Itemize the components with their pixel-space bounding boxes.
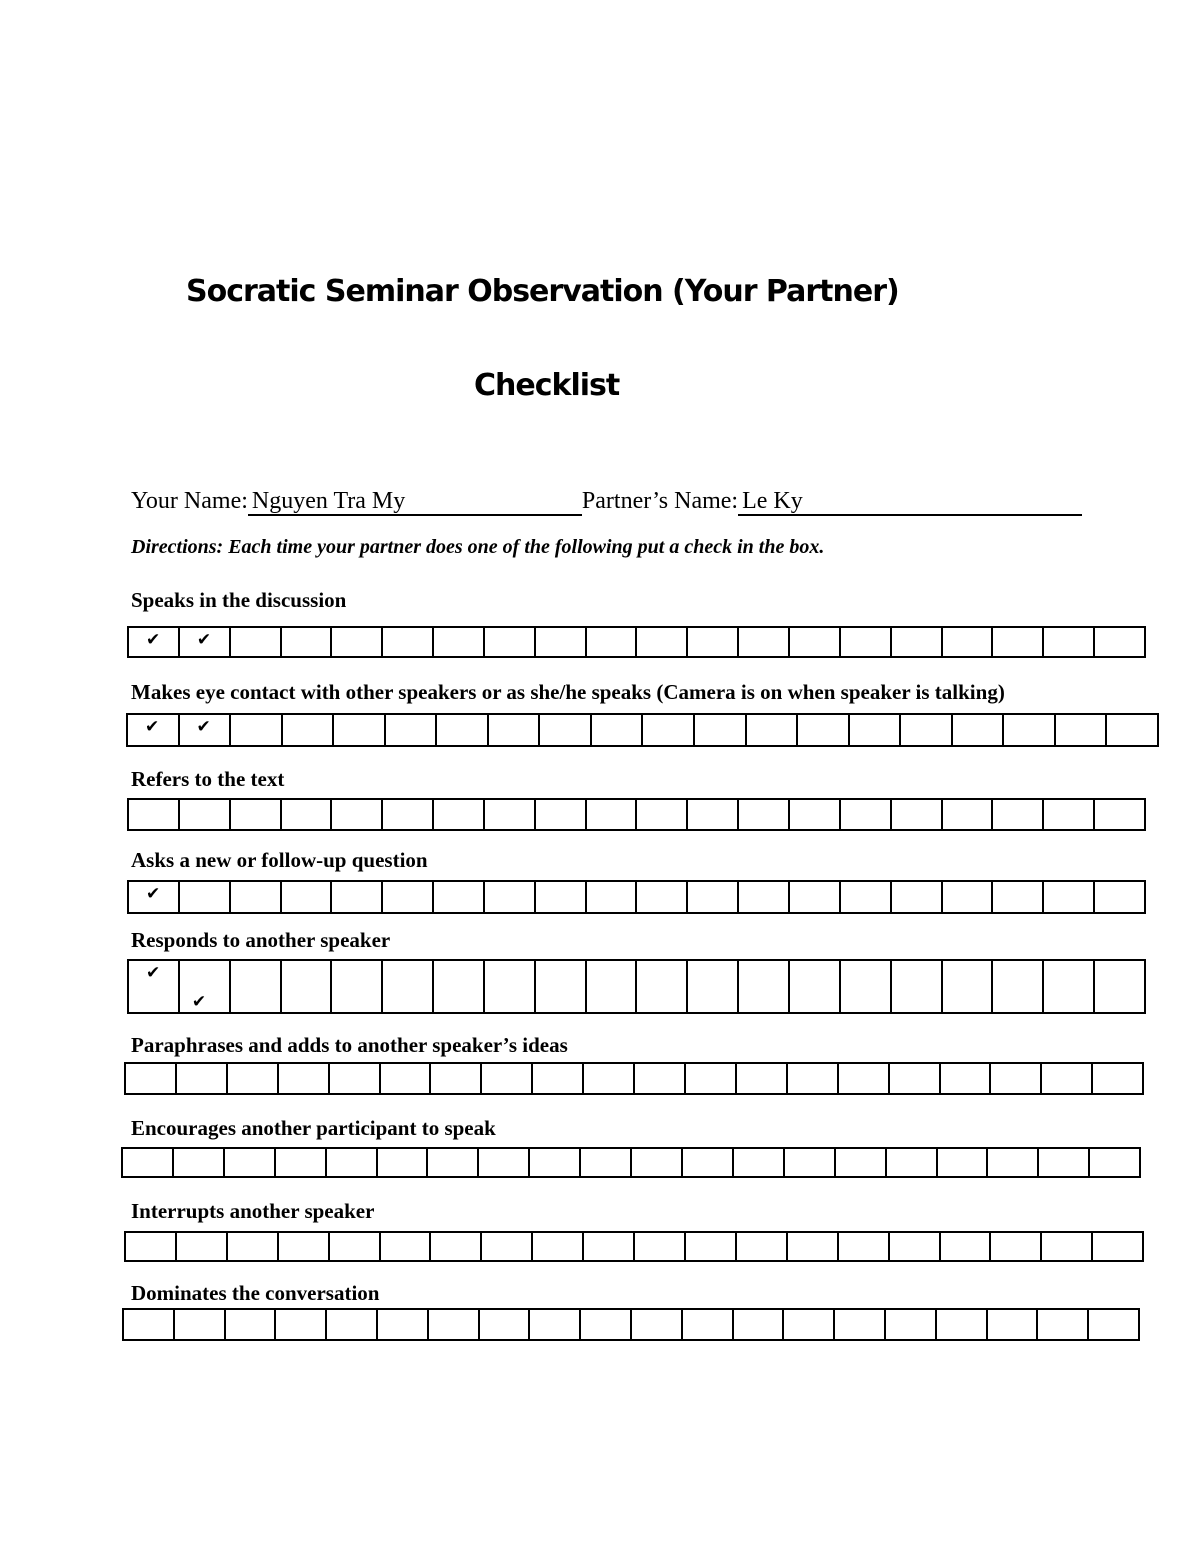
page-subtitle: Checklist bbox=[474, 368, 620, 403]
tally-box-row bbox=[127, 959, 1146, 1014]
tally-box[interactable] bbox=[536, 628, 587, 656]
tally-box[interactable] bbox=[485, 628, 536, 656]
tally-box-row bbox=[124, 1062, 1144, 1095]
tally-box[interactable] bbox=[941, 1064, 992, 1093]
tally-box[interactable] bbox=[177, 1233, 228, 1260]
checklist-item-label: Refers to the text bbox=[131, 767, 285, 791]
tally-box[interactable] bbox=[482, 1064, 533, 1093]
tally-box[interactable] bbox=[993, 800, 1044, 829]
tally-box[interactable] bbox=[434, 961, 485, 1012]
tally-box[interactable] bbox=[686, 1233, 737, 1260]
tally-box[interactable] bbox=[1039, 1149, 1090, 1176]
tally-box[interactable] bbox=[434, 800, 485, 829]
tally-box[interactable] bbox=[378, 1310, 429, 1339]
tally-box[interactable] bbox=[988, 1310, 1039, 1339]
tally-box[interactable] bbox=[581, 1149, 632, 1176]
tally-box[interactable] bbox=[784, 1310, 835, 1339]
tally-box[interactable] bbox=[890, 1233, 941, 1260]
tally-box[interactable] bbox=[1095, 628, 1144, 656]
tally-box[interactable] bbox=[386, 715, 438, 745]
tally-box[interactable] bbox=[943, 882, 994, 912]
tally-box[interactable] bbox=[129, 961, 180, 1012]
tally-box[interactable] bbox=[180, 715, 232, 745]
tally-box[interactable] bbox=[279, 1064, 330, 1093]
tally-box[interactable] bbox=[901, 715, 953, 745]
checklist-item-label: Dominates the conversation bbox=[131, 1281, 380, 1305]
check-mark-icon: ✔ bbox=[146, 884, 161, 904]
tally-box[interactable] bbox=[991, 1064, 1042, 1093]
tally-box[interactable] bbox=[332, 961, 383, 1012]
tally-box[interactable] bbox=[739, 800, 790, 829]
tally-box[interactable] bbox=[892, 882, 943, 912]
tally-box[interactable] bbox=[480, 1310, 531, 1339]
tally-box[interactable] bbox=[485, 800, 536, 829]
tally-box[interactable] bbox=[128, 715, 180, 745]
tally-box[interactable] bbox=[632, 1149, 683, 1176]
tally-box-row bbox=[124, 1231, 1144, 1262]
tally-box[interactable] bbox=[688, 628, 739, 656]
tally-box[interactable] bbox=[124, 1310, 175, 1339]
partner-name-field[interactable]: Le Ky bbox=[738, 488, 1082, 516]
tally-box[interactable] bbox=[1095, 800, 1144, 829]
tally-box[interactable] bbox=[892, 800, 943, 829]
tally-box-row bbox=[122, 1308, 1140, 1341]
tally-box[interactable] bbox=[637, 961, 688, 1012]
tally-box[interactable] bbox=[683, 1310, 734, 1339]
tally-box[interactable] bbox=[688, 800, 739, 829]
tally-box[interactable] bbox=[584, 1233, 635, 1260]
tally-box[interactable] bbox=[635, 1233, 686, 1260]
partner-name-label: Partner’s Name: bbox=[581, 488, 739, 514]
tally-box[interactable] bbox=[1095, 882, 1144, 912]
tally-box[interactable] bbox=[383, 882, 434, 912]
your-name-label: Your Name: bbox=[131, 488, 248, 514]
tally-box[interactable] bbox=[1090, 1149, 1139, 1176]
tally-box[interactable] bbox=[231, 800, 282, 829]
tally-box[interactable] bbox=[635, 1064, 686, 1093]
tally-box[interactable] bbox=[892, 961, 943, 1012]
tally-box[interactable] bbox=[790, 628, 841, 656]
tally-box[interactable] bbox=[841, 800, 892, 829]
tally-box[interactable] bbox=[482, 1233, 533, 1260]
tally-box[interactable] bbox=[887, 1149, 938, 1176]
tally-box[interactable] bbox=[180, 628, 231, 656]
tally-box[interactable] bbox=[587, 882, 638, 912]
tally-box[interactable] bbox=[431, 1233, 482, 1260]
tally-box[interactable] bbox=[683, 1149, 734, 1176]
tally-box[interactable] bbox=[231, 882, 282, 912]
checklist-item-label: Encourages another participant to speak bbox=[131, 1116, 496, 1140]
tally-box-row bbox=[126, 713, 1159, 747]
check-mark-icon: ✔ bbox=[196, 630, 212, 650]
checklist-item-label: Makes eye contact with other speakers or as she/he speaks (Camera is on when speaker is talking) bbox=[131, 680, 1005, 704]
tally-box[interactable] bbox=[584, 1064, 635, 1093]
tally-box[interactable] bbox=[332, 882, 383, 912]
checklist-item-label: Asks a new or follow-up question bbox=[131, 848, 428, 872]
tally-box[interactable] bbox=[129, 800, 180, 829]
tally-box[interactable] bbox=[327, 1310, 378, 1339]
tally-box[interactable] bbox=[1095, 961, 1144, 1012]
tally-box[interactable] bbox=[383, 628, 434, 656]
tally-box[interactable] bbox=[434, 882, 485, 912]
tally-box[interactable] bbox=[332, 628, 383, 656]
tally-box[interactable] bbox=[785, 1149, 836, 1176]
tally-box[interactable] bbox=[839, 1233, 890, 1260]
tally-box[interactable] bbox=[841, 628, 892, 656]
tally-box[interactable] bbox=[943, 800, 994, 829]
tally-box[interactable] bbox=[798, 715, 850, 745]
tally-box-row bbox=[121, 1147, 1141, 1178]
tally-box[interactable] bbox=[126, 1064, 177, 1093]
tally-box[interactable] bbox=[943, 628, 994, 656]
tally-box[interactable] bbox=[739, 882, 790, 912]
tally-box[interactable] bbox=[180, 961, 231, 1012]
tally-box[interactable] bbox=[276, 1149, 327, 1176]
tally-box[interactable] bbox=[330, 1233, 381, 1260]
your-name-field[interactable]: Nguyen Tra My bbox=[248, 488, 582, 516]
tally-box[interactable] bbox=[1044, 961, 1095, 1012]
tally-box[interactable] bbox=[123, 1149, 174, 1176]
tally-box[interactable] bbox=[381, 1233, 432, 1260]
tally-box[interactable] bbox=[226, 1310, 277, 1339]
tally-box[interactable] bbox=[790, 882, 841, 912]
tally-box[interactable] bbox=[886, 1310, 937, 1339]
tally-box[interactable] bbox=[1044, 882, 1095, 912]
tally-box[interactable] bbox=[383, 961, 434, 1012]
check-mark-icon: ✔ bbox=[146, 963, 161, 983]
tally-box[interactable] bbox=[988, 1149, 1039, 1176]
check-mark-icon: ✔ bbox=[196, 717, 211, 737]
tally-box[interactable] bbox=[174, 1149, 225, 1176]
tally-box[interactable] bbox=[1044, 800, 1095, 829]
tally-box[interactable] bbox=[1044, 628, 1095, 656]
tally-box[interactable] bbox=[1038, 1310, 1089, 1339]
tally-box[interactable] bbox=[489, 715, 541, 745]
tally-box[interactable] bbox=[536, 882, 587, 912]
tally-box[interactable] bbox=[175, 1310, 226, 1339]
tally-box[interactable] bbox=[938, 1149, 989, 1176]
tally-box[interactable] bbox=[581, 1310, 632, 1339]
tally-box[interactable] bbox=[1089, 1310, 1138, 1339]
tally-box[interactable] bbox=[180, 882, 231, 912]
tally-box[interactable] bbox=[383, 800, 434, 829]
tally-box[interactable] bbox=[632, 1310, 683, 1339]
tally-box[interactable] bbox=[587, 961, 638, 1012]
tally-box[interactable] bbox=[429, 1310, 480, 1339]
tally-box[interactable] bbox=[431, 1064, 482, 1093]
tally-box[interactable] bbox=[1056, 715, 1108, 745]
tally-box[interactable] bbox=[1093, 1233, 1142, 1260]
tally-box[interactable] bbox=[536, 800, 587, 829]
tally-box[interactable] bbox=[228, 1233, 279, 1260]
tally-box-row bbox=[127, 798, 1146, 831]
page-title: Socratic Seminar Observation (Your Partner) bbox=[186, 274, 899, 309]
check-mark-icon: ✔ bbox=[145, 717, 160, 737]
tally-box[interactable] bbox=[937, 1310, 988, 1339]
tally-box[interactable] bbox=[686, 1064, 737, 1093]
tally-box[interactable] bbox=[434, 628, 485, 656]
tally-box[interactable] bbox=[643, 715, 695, 745]
tally-box[interactable] bbox=[993, 961, 1044, 1012]
tally-box[interactable] bbox=[587, 628, 638, 656]
tally-box[interactable] bbox=[892, 628, 943, 656]
tally-box[interactable] bbox=[282, 800, 333, 829]
tally-box[interactable] bbox=[839, 1064, 890, 1093]
tally-box[interactable] bbox=[437, 715, 489, 745]
tally-box[interactable] bbox=[953, 715, 1005, 745]
tally-box[interactable] bbox=[177, 1064, 228, 1093]
tally-box[interactable] bbox=[850, 715, 902, 745]
tally-box[interactable] bbox=[225, 1149, 276, 1176]
tally-box[interactable] bbox=[739, 961, 790, 1012]
tally-box[interactable] bbox=[943, 961, 994, 1012]
check-mark-icon: ✔ bbox=[146, 630, 161, 650]
tally-box[interactable] bbox=[334, 715, 386, 745]
tally-box[interactable] bbox=[695, 715, 747, 745]
tally-box[interactable] bbox=[533, 1233, 584, 1260]
tally-box[interactable] bbox=[1042, 1064, 1093, 1093]
tally-box[interactable] bbox=[428, 1149, 479, 1176]
tally-box[interactable] bbox=[282, 628, 333, 656]
tally-box[interactable] bbox=[327, 1149, 378, 1176]
tally-box[interactable] bbox=[536, 961, 587, 1012]
checklist-item-label: Responds to another speaker bbox=[131, 928, 391, 952]
tally-box[interactable] bbox=[283, 715, 335, 745]
tally-box[interactable] bbox=[941, 1233, 992, 1260]
tally-box[interactable] bbox=[592, 715, 644, 745]
tally-box[interactable] bbox=[282, 882, 333, 912]
tally-box[interactable] bbox=[180, 800, 231, 829]
tally-box[interactable] bbox=[279, 1233, 330, 1260]
tally-box[interactable] bbox=[381, 1064, 432, 1093]
check-mark-icon: ✔ bbox=[191, 992, 207, 1012]
tally-box[interactable] bbox=[739, 628, 790, 656]
tally-box[interactable] bbox=[993, 882, 1044, 912]
tally-box-row bbox=[127, 626, 1146, 658]
tally-box[interactable] bbox=[734, 1310, 785, 1339]
checklist-item-label: Interrupts another speaker bbox=[131, 1199, 375, 1223]
tally-box[interactable] bbox=[332, 800, 383, 829]
tally-box[interactable] bbox=[637, 882, 688, 912]
tally-box[interactable] bbox=[734, 1149, 785, 1176]
checklist-item-label: Speaks in the discussion bbox=[131, 588, 347, 612]
tally-box[interactable] bbox=[485, 961, 536, 1012]
tally-box[interactable] bbox=[126, 1233, 177, 1260]
tally-box[interactable] bbox=[688, 882, 739, 912]
tally-box[interactable] bbox=[1107, 715, 1157, 745]
tally-box[interactable] bbox=[530, 1310, 581, 1339]
tally-box[interactable] bbox=[1093, 1064, 1142, 1093]
checklist-item-label: Paraphrases and adds to another speaker’s ideas bbox=[131, 1033, 568, 1057]
tally-box[interactable] bbox=[737, 1233, 788, 1260]
tally-box[interactable] bbox=[788, 1233, 839, 1260]
tally-box[interactable] bbox=[231, 628, 282, 656]
tally-box[interactable] bbox=[836, 1149, 887, 1176]
tally-box[interactable] bbox=[330, 1064, 381, 1093]
tally-box[interactable] bbox=[737, 1064, 788, 1093]
directions-text: Directions: Each time your partner does one of the following put a check in the box. bbox=[131, 536, 825, 558]
tally-box[interactable] bbox=[533, 1064, 584, 1093]
tally-box[interactable] bbox=[530, 1149, 581, 1176]
tally-box[interactable] bbox=[841, 882, 892, 912]
tally-box[interactable] bbox=[637, 628, 688, 656]
tally-box[interactable] bbox=[788, 1064, 839, 1093]
tally-box[interactable] bbox=[378, 1149, 429, 1176]
tally-box[interactable] bbox=[231, 715, 283, 745]
tally-box-row bbox=[127, 880, 1146, 914]
tally-box[interactable] bbox=[747, 715, 799, 745]
tally-box[interactable] bbox=[1042, 1233, 1093, 1260]
tally-box[interactable] bbox=[540, 715, 592, 745]
tally-box[interactable] bbox=[890, 1064, 941, 1093]
tally-box[interactable] bbox=[129, 882, 180, 912]
tally-box[interactable] bbox=[835, 1310, 886, 1339]
tally-box[interactable] bbox=[688, 961, 739, 1012]
tally-box[interactable] bbox=[228, 1064, 279, 1093]
tally-box[interactable] bbox=[282, 961, 333, 1012]
tally-box[interactable] bbox=[276, 1310, 327, 1339]
tally-box[interactable] bbox=[479, 1149, 530, 1176]
tally-box[interactable] bbox=[485, 882, 536, 912]
tally-box[interactable] bbox=[637, 800, 688, 829]
tally-box[interactable] bbox=[587, 800, 638, 829]
tally-box[interactable] bbox=[790, 800, 841, 829]
tally-box[interactable] bbox=[841, 961, 892, 1012]
name-fields bbox=[131, 488, 1082, 516]
tally-box[interactable] bbox=[231, 961, 282, 1012]
tally-box[interactable] bbox=[991, 1233, 1042, 1260]
tally-box[interactable] bbox=[790, 961, 841, 1012]
tally-box[interactable] bbox=[993, 628, 1044, 656]
tally-box[interactable] bbox=[1004, 715, 1056, 745]
tally-box[interactable] bbox=[129, 628, 180, 656]
